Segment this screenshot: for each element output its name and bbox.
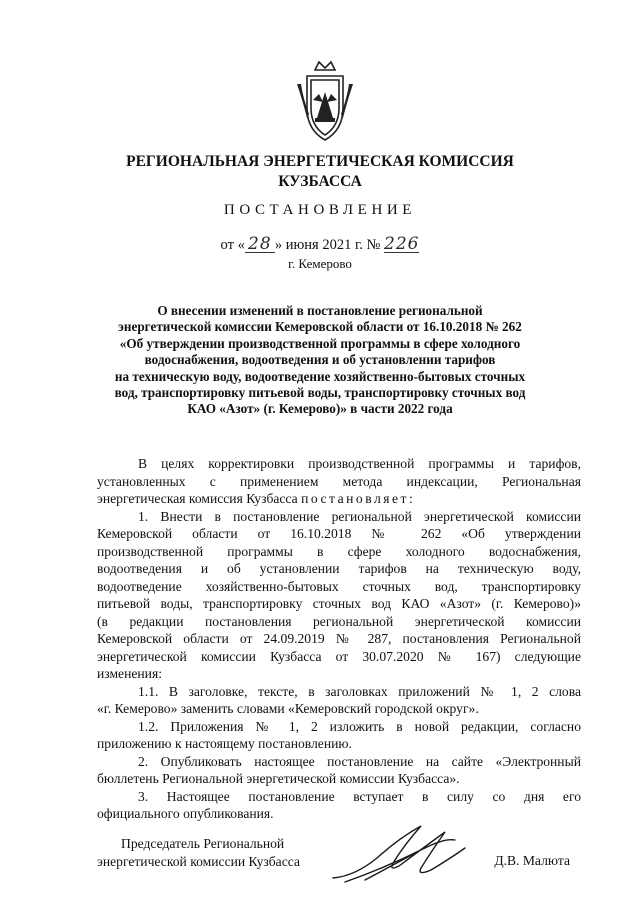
body-line: производственной программы в сфере холодного водоснабжения, [97, 543, 581, 559]
date-day: 28 [245, 236, 275, 253]
resolution-word: постановляет: [301, 491, 416, 506]
body-line: 1.1. В заголовке, тексте, в заголовках приложений № 1, 2 слова [138, 683, 581, 699]
body-line: питьевой воды, транспортировку сточных вод КАО «Азот» (г. Кемерово)» [97, 596, 581, 611]
org-line-2: КУЗБАССА [278, 173, 362, 190]
issuing-authority [60, 152, 580, 192]
subject-line: КАО «Азот» (г. Кемерово)» в части 2022 года [187, 401, 453, 417]
date-prefix: от « [220, 237, 245, 253]
subject-line: водоснабжения, водоотведения и об установлении тарифов [144, 352, 496, 368]
body-line: официального опубликования. [97, 806, 274, 821]
body-text: энергетическая комиссия Кузбасса [97, 491, 298, 506]
body-line: Кемеровской области от 24.09.2019 № 287, постановления Региональной [97, 631, 581, 646]
signatory-name: Д.В. Малюта [494, 853, 570, 868]
body-line: 1.2. Приложения № 1, 2 изложить в новой редакции, согласно [138, 718, 581, 734]
coat-of-arms-icon [293, 56, 357, 146]
document-body [97, 455, 581, 823]
signatory-title [97, 835, 300, 870]
body-line: 3. Настоящее постановление вступает в силу со дня его [138, 788, 581, 804]
signatory-title-line-2: энергетической комиссии Кузбасса [97, 853, 300, 869]
body-line: бюллетень Региональной энергетической комиссии Кузбасса». [97, 771, 460, 786]
org-line-1: РЕГИОНАЛЬНАЯ ЭНЕРГЕТИЧЕСКАЯ КОМИССИЯ [126, 153, 514, 170]
handwritten-signature-icon [325, 818, 475, 890]
body-line: энергетической комиссии Кузбасса от 30.07.2020 № 167) следующие [97, 648, 581, 664]
body-line: «г. Кемерово» заменить словами «Кемеровский городской округ». [97, 701, 479, 716]
signatory-title-line-1: Председатель Региональной [121, 836, 285, 851]
body-line: Кемеровской области от 16.10.2018 № 262 «Об утверждении [97, 526, 581, 541]
subject-line: «Об утверждении производственной программы в сфере холодного [119, 335, 521, 351]
date-middle: » июня 2021 г. № [274, 237, 381, 253]
document-type: ПОСТАНОВЛЕНИЕ [223, 202, 417, 218]
body-line: изменения: [97, 666, 162, 681]
body-line: приложению к настоящему постановлению. [97, 736, 352, 751]
body-line: водоотведения и об установлении тарифов на техническую воду, [97, 561, 581, 576]
city: г. Кемерово [288, 256, 352, 271]
subject-line: вод, транспортировку питьевой воды, транспортировку сточных вод [114, 385, 526, 401]
subject-line: О внесении изменений в постановление региональной [157, 303, 483, 318]
body-line: В целях корректировки производственной программы и тарифов, [138, 456, 581, 471]
date-line [60, 236, 580, 254]
body-line: 2. Опубликовать настоящее постановление на сайте «Электронный [138, 753, 581, 769]
document-number: 226 [384, 234, 420, 254]
body-line: водоотведение хозяйственно-бытовых сточных вод, транспортировку [97, 578, 581, 594]
subject-line: на техническую воду, водоотведение хозяйственно-бытовых сточных [114, 368, 526, 384]
body-line: установленных с применением метода индексации, Региональная [97, 473, 581, 489]
document-subject [95, 303, 545, 418]
body-line: (в редакции постановления региональной энергетической комиссии [97, 613, 581, 629]
subject-line: энергетической комиссии Кемеровской области от 16.10.2018 № 262 [118, 319, 522, 335]
body-line: 1. Внести в постановление региональной энергетической комиссии [138, 508, 581, 524]
body-line [97, 490, 581, 508]
